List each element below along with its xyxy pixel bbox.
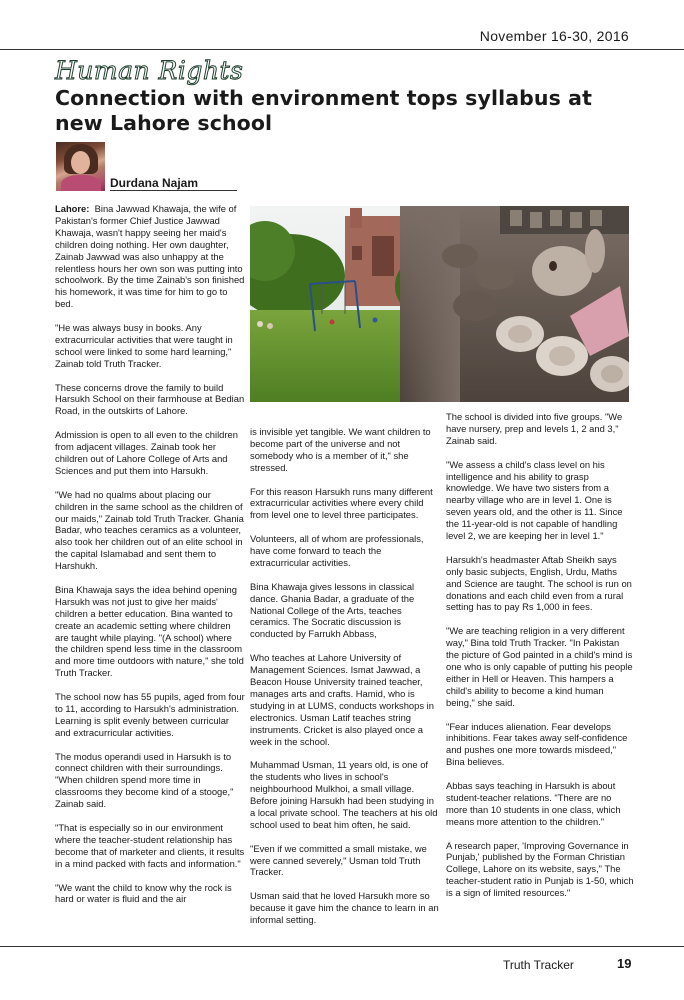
paragraph: The modus operandi used in Harsukh is to connect children with their surroundings. "When children spend more time in classrooms they become kind of a stooge," Zainab said. [55,750,234,810]
paragraph: "We had no qualms about placing our children in the same school as the children of our maids," Zainab told Truth Tracker. Ghania Badar, who teaches ceramics as a volunteer, also took her children out of an elite school in the capital Islamabad and sent them to Harshukh. [55,488,244,572]
page-number: 19 [617,956,632,971]
article-title: Connection with environment tops syllabus at new Lahore school [55,86,592,135]
paragraph: "He was always busy in books. Any extracurricular activities that were taught in school were linked to some hard learning," Zainab told Truth Tracker. [55,322,233,369]
paragraph: "Fear induces alienation. Fear develops inhibitions. Fear takes away self-confidence and pushes one more towards misdeed," Bina believes. [446,720,628,768]
section-label: Human Rights [55,56,244,85]
paragraph: Volunteers, all of whom are professionals, have come forward to teach the extracurricular activities. [250,533,424,568]
paragraph: Lahore: Bina Jawwad Khawaja, the wife of Pakistan's former Chief Justice Jawwad Khawaja, wasn't happy seeing her maid's children doing nothing. Her own daughter, Zainab Jawwad was also unhappy at the relentless hours her own son was putting into schoolwork. By the time Zainab's son finished his homework, it was time for him to go to bed. [55,203,245,310]
paragraph: "We are teaching religion in a very different way," Bina told Truth Tracker. "In Pakistan the picture of God painted in a child's mind is one who is only capable of putting his people either in Hell or Heaven. This hampers a child's ability to become a kind human being," she said. [446,625,633,708]
paragraph: "We assess a child's class level on his intelligence and his ability to grasp knowledge. We have two sisters from a nearby village who are in level 1. One is seven years old, and the other is 11. Since the 11-year-old is not capable of handling level 2, we are keeping her in level 1." [446,458,623,542]
paragraph: Usman said that he loved Harsukh more so because it gave him the chance to learn in an informal setting. [250,890,439,926]
paragraph: Admission is open to all even to the children from adjacent villages. Zainab took her children out of Lahore College of Arts and Sciences and put them into Harsukh. [55,429,238,476]
author-photo [56,142,105,191]
paragraph: The school now has 55 pupils, aged from four to 11, according to Harsukh's administration. Learning is split evenly between curricular and extracurricular activities. [55,691,245,738]
footer-rule [0,946,684,947]
author-rule [110,190,237,191]
paragraph: The school is divided into five groups. "We have nursery, prep and levels 1, 2 and 3," Zainab said. [446,411,623,446]
paragraph: Muhammad Usman, 11 years old, is one of the students who lives in school's neighbourhood Mulkhoi, a small village. Before joining Harsukh had been studying in a local private school. The teachers at his old school used to beat him often, he said. [250,759,438,830]
article-column-1 [55,203,245,917]
article-column-2 [250,426,440,938]
article-column-3 [446,411,634,911]
paragraph: is invisible yet tangible. We want children to become part of the universe and not somebody who is a member of it," she stressed. [250,426,431,473]
dateline: Lahore: [55,203,90,214]
footer-publication: Truth Tracker [503,958,574,972]
paragraph: "We want the child to know why the rock is hard or water is fluid and the air [55,881,232,905]
paragraph: "Even if we committed a small mistake, we were canned severely," Usman told Truth Tracker. [250,842,427,878]
paragraph: Bina Khawaja gives lessons in classical dance. Ghania Badar, a graduate of the National College of the Arts, teaches ceramics. The Socratic discussion is conducted by Farrukh Abbass, [250,580,415,640]
paragraph: Who teaches at Lahore University of Management Sciences. Ismat Jawwad, a Beacon House University trained teacher, manages arts and crafts. Hamid, who is studying in at LUMS, conducts workshops in electronics. Usman Latif teaches string instruments. Cricket is also played once a week in the school. [250,652,434,747]
paragraph: Abbas says teaching in Harsukh is about student-teacher relations. "There are no more than 10 students in one class, which means more attention to the children." [446,780,621,827]
author-name: Durdana Najam [110,176,199,190]
paragraph: "That is especially so in our environment where the teacher-student relationship has become that of marketer and clients, it results in a mind packed with facts and information." [55,822,245,869]
paragraph: A research paper, 'Improving Governance in Punjab,' published by the Forman Christian College, Lahore on its website, says," The teacher-student ratio in Punjab is 1-50, which is a sign of limited resources." [446,839,634,899]
issue-date: November 16-30, 2016 [479,28,629,44]
paragraph: Bina Khawaja says the idea behind opening Harsukh was not just to give her maids' children a better education. Bina wanted to create an academic setting where children are taught while playing. "(A school) where the children spend less time in the classroom and more time outdoors with nature," she told Truth Tracker. [55,583,244,679]
paragraph: These concerns drove the family to build Harsukh School on their farmhouse at Bedian Road, in the outskirts of Lahore. [55,381,245,417]
article-photo [250,206,629,402]
paragraph: Harsukh's headmaster Aftab Sheikh says only basic subjects, English, Urdu, Maths and Science are taught. The school is run on donations and each child even from a rural setting has to pay Rs 1,000 in fees. [446,553,632,613]
header-rule [0,49,684,50]
paragraph: For this reason Harsukh runs many different extracurricular activities where every child from level one to level three participates. [250,485,433,521]
